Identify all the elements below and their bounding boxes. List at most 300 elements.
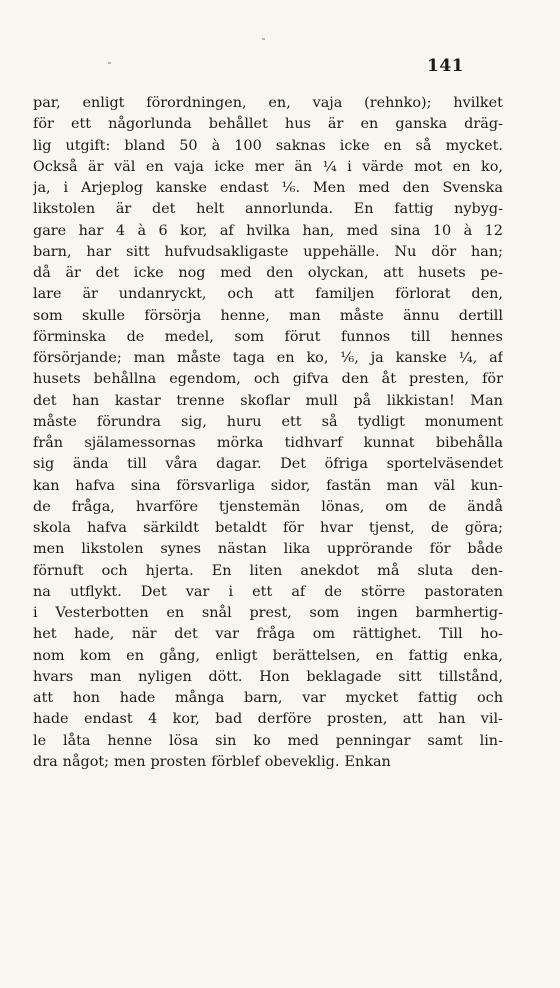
word: icke xyxy=(214,158,245,175)
word: utgift: xyxy=(65,137,111,154)
word: en xyxy=(145,158,164,175)
word: det xyxy=(151,201,176,218)
word: Men xyxy=(312,180,346,196)
word: ja xyxy=(370,350,384,366)
text-line xyxy=(33,539,503,560)
word: i xyxy=(33,605,38,621)
word: förundra xyxy=(96,413,161,430)
word: är xyxy=(88,158,104,175)
word: är xyxy=(115,201,132,218)
word: liten xyxy=(249,562,283,579)
word: skoflar xyxy=(240,392,291,409)
word: 12 xyxy=(484,222,503,239)
word: låta xyxy=(62,732,91,749)
text-line xyxy=(33,582,503,603)
word: är xyxy=(82,286,98,303)
word: behållet xyxy=(208,116,268,133)
word: förminska xyxy=(33,328,107,345)
word: ganska xyxy=(395,116,448,133)
word: 4 xyxy=(148,711,158,728)
word: hvilka xyxy=(246,222,291,239)
word: hade xyxy=(33,711,69,728)
word: något; xyxy=(62,753,110,770)
word: Arjeplog xyxy=(80,180,143,196)
word: Man xyxy=(470,392,503,409)
word: var xyxy=(302,690,326,706)
word: från xyxy=(33,435,64,451)
text-line xyxy=(33,433,503,454)
word: (rehnko); xyxy=(364,95,432,111)
word: för xyxy=(482,371,503,388)
word: han xyxy=(72,392,100,409)
word: sitt xyxy=(398,668,422,685)
word: af xyxy=(291,583,306,600)
word: en xyxy=(452,158,471,175)
word: 50 xyxy=(179,137,198,154)
text-line xyxy=(33,306,503,327)
word: en xyxy=(166,605,185,621)
text-line xyxy=(33,497,503,518)
word: Vesterbotten xyxy=(55,605,149,621)
word: både xyxy=(467,541,503,558)
word: dra xyxy=(33,753,58,770)
word: mull xyxy=(305,392,338,409)
word: af xyxy=(489,350,503,366)
body-text xyxy=(33,93,503,773)
word: nästan xyxy=(217,541,267,558)
word: hufvudsakligaste xyxy=(164,243,289,260)
word: kanske xyxy=(155,180,208,196)
word: särkildt xyxy=(143,520,199,536)
word: gång, xyxy=(159,647,201,664)
text-line xyxy=(33,454,503,475)
word: kan xyxy=(33,477,60,494)
word: tydligt xyxy=(357,413,405,430)
word: endast xyxy=(219,180,269,196)
word: uppehälle. xyxy=(303,243,380,260)
word: nyligen xyxy=(138,668,192,685)
word: än xyxy=(294,158,313,175)
word: ¼, xyxy=(458,350,478,366)
word: fattig xyxy=(408,647,448,664)
word: försvarliga xyxy=(176,477,256,494)
word: likkistan! xyxy=(386,392,455,409)
word: men xyxy=(33,541,65,558)
text-line xyxy=(33,242,503,263)
word: vaja xyxy=(312,95,343,111)
word: så xyxy=(415,137,432,154)
word: gifva xyxy=(292,371,329,388)
word: måste xyxy=(339,307,384,324)
word: har xyxy=(78,222,104,239)
word: lika xyxy=(283,541,311,558)
word: för xyxy=(282,520,304,536)
word: En xyxy=(211,562,232,579)
word: väl xyxy=(433,477,456,494)
word: ⅙, xyxy=(340,350,359,366)
text-line xyxy=(33,369,503,390)
word: det xyxy=(33,392,57,409)
word: hvilket xyxy=(453,95,503,111)
word: med xyxy=(346,222,379,239)
word: Hon xyxy=(259,668,290,685)
word: han xyxy=(438,711,466,728)
text-line xyxy=(33,731,503,752)
word: till xyxy=(410,328,431,345)
word: åt xyxy=(381,371,396,388)
text-line xyxy=(33,709,503,730)
word: beklagade xyxy=(306,668,382,685)
word: det xyxy=(95,265,120,281)
word: behållna xyxy=(93,371,157,388)
text-line xyxy=(33,624,503,645)
word: huru xyxy=(226,413,262,430)
word: förut xyxy=(284,328,321,345)
word: familjen xyxy=(315,286,375,303)
word: de xyxy=(324,583,343,600)
word: à xyxy=(137,222,147,239)
word: helt xyxy=(196,201,225,218)
word: kom xyxy=(79,647,111,664)
word: sina xyxy=(130,477,161,494)
word: prosten xyxy=(150,753,207,770)
word: nog xyxy=(178,265,206,281)
word: Till xyxy=(439,626,463,643)
word: bad xyxy=(215,711,243,728)
word: ko, xyxy=(306,350,329,366)
word: försörjande; xyxy=(33,350,122,366)
word: ända xyxy=(72,456,109,473)
text-line xyxy=(33,391,503,412)
word: betaldt xyxy=(215,520,267,536)
word: själamessornas xyxy=(84,435,196,451)
word: trenne xyxy=(176,392,225,409)
text-line xyxy=(33,518,503,539)
word: den xyxy=(341,371,369,388)
word: hus xyxy=(284,116,311,133)
word: den- xyxy=(471,562,503,579)
word: kor, xyxy=(172,711,200,728)
word: fråga, xyxy=(71,498,115,515)
word: en, xyxy=(268,95,291,111)
paper-speck xyxy=(108,62,111,64)
word: het xyxy=(33,626,57,643)
word: Det xyxy=(280,456,307,473)
word: likstolen xyxy=(33,201,96,218)
word: man xyxy=(289,307,321,324)
word: ko xyxy=(253,732,271,749)
word: anekdot xyxy=(300,562,360,579)
word: hade, xyxy=(74,626,115,643)
word: och xyxy=(101,562,128,579)
word: na xyxy=(33,583,51,600)
text-line xyxy=(33,561,503,582)
word: att xyxy=(402,711,423,728)
word: hennes xyxy=(450,328,503,345)
word: ko, xyxy=(480,158,503,175)
text-line xyxy=(33,93,503,114)
word: och xyxy=(477,690,503,706)
word: mycket. xyxy=(445,137,503,154)
word: lare xyxy=(33,286,62,303)
word: hvarföre xyxy=(135,498,199,515)
word: prosten, xyxy=(327,711,388,728)
word: lösa xyxy=(169,732,199,749)
word: Det xyxy=(140,583,167,600)
text-line xyxy=(33,646,503,667)
word: icke xyxy=(339,137,370,154)
word: att xyxy=(383,265,404,281)
word: måste xyxy=(33,413,77,430)
word: à xyxy=(211,137,221,154)
word: bibehålla xyxy=(435,435,503,451)
word: skulle xyxy=(81,307,126,324)
word: tidhvarf xyxy=(284,435,343,451)
word: henne xyxy=(107,732,153,749)
word: är xyxy=(65,265,81,281)
word: lin- xyxy=(479,732,503,749)
text-line xyxy=(33,221,503,242)
word: han, xyxy=(302,222,335,239)
word: enligt xyxy=(82,95,125,111)
word: när xyxy=(131,626,157,643)
word: många xyxy=(175,690,225,706)
word: ingen xyxy=(356,605,398,621)
word: taga xyxy=(232,350,265,366)
word: att xyxy=(33,690,54,706)
word: utflykt. xyxy=(69,583,122,600)
word: samt xyxy=(427,732,463,749)
word: hvar xyxy=(319,520,353,536)
word: dertill xyxy=(458,307,503,324)
word: fråga xyxy=(256,626,296,643)
word: upprörande xyxy=(327,541,413,558)
word: försörja xyxy=(144,307,202,324)
word: 10 xyxy=(432,222,452,239)
paper-speck xyxy=(262,38,265,40)
word: icke xyxy=(133,265,164,281)
word: fastän xyxy=(326,477,372,494)
text-line xyxy=(33,667,503,688)
word: Enkan xyxy=(344,753,391,770)
word: par, xyxy=(33,95,61,111)
text-line xyxy=(33,476,503,497)
word: enligt xyxy=(215,647,258,664)
word: om xyxy=(312,626,336,643)
word: som xyxy=(234,328,265,345)
word: kun- xyxy=(470,477,503,494)
word: kor, xyxy=(180,222,208,239)
word: snål xyxy=(201,605,232,621)
word: någorlunda xyxy=(108,116,192,133)
text-line xyxy=(33,157,503,178)
text-line xyxy=(33,688,503,709)
word: hade xyxy=(119,690,156,706)
word: skola xyxy=(33,520,71,536)
word: rättighet. xyxy=(352,626,422,643)
word: har xyxy=(86,243,112,260)
word: gare xyxy=(33,222,67,239)
text-line xyxy=(33,752,503,773)
word: tjenst, xyxy=(368,520,415,536)
word: men xyxy=(114,753,146,770)
word: henne, xyxy=(220,307,270,324)
word: 6 xyxy=(158,222,168,239)
word: medel, xyxy=(164,328,214,345)
word: bland xyxy=(124,137,166,154)
word: penningar xyxy=(335,732,411,749)
word: våra xyxy=(165,456,198,473)
word: hafva xyxy=(87,520,127,536)
word: hafva xyxy=(75,477,116,494)
word: berättelsen, xyxy=(272,647,361,664)
word: att xyxy=(274,286,295,303)
word: förordningen, xyxy=(146,95,247,111)
word: lig xyxy=(33,137,52,154)
word: ja, xyxy=(33,180,51,196)
word: som xyxy=(33,307,63,324)
word: derföre xyxy=(257,711,312,728)
word: till xyxy=(127,456,147,473)
word: då xyxy=(33,265,51,281)
word: funnos xyxy=(340,328,391,345)
word: kanske xyxy=(395,350,447,366)
text-line xyxy=(33,284,503,305)
word: och xyxy=(227,286,254,303)
word: hjerta. xyxy=(145,562,194,579)
word: barn, xyxy=(33,243,72,260)
word: ändå xyxy=(467,498,503,515)
word: ett xyxy=(252,583,273,600)
word: synes xyxy=(160,541,202,558)
word: hon xyxy=(72,690,101,706)
word: mer xyxy=(254,158,284,175)
word: dräg- xyxy=(464,116,503,133)
word: Svenska xyxy=(442,180,503,196)
word: väl xyxy=(114,158,136,175)
word: fattig xyxy=(394,201,434,218)
word: barn, xyxy=(243,690,283,706)
word: en xyxy=(360,116,379,133)
word: förlorat xyxy=(395,286,451,303)
word: han; xyxy=(471,243,503,260)
word: pe- xyxy=(480,265,503,281)
word: presten, xyxy=(408,371,470,388)
word: måste xyxy=(176,350,221,366)
word: som xyxy=(309,605,340,621)
word: à xyxy=(463,222,473,239)
word: dör xyxy=(431,243,457,260)
word: husets xyxy=(418,265,466,281)
word: i xyxy=(63,180,69,196)
word: en xyxy=(383,137,402,154)
word: barmhertig- xyxy=(415,605,503,621)
word: förnuft xyxy=(33,562,84,579)
word: på xyxy=(353,392,372,409)
page-number: 141 xyxy=(427,56,464,76)
word: mörka xyxy=(216,435,264,451)
word: dagar. xyxy=(216,456,262,473)
word: vil- xyxy=(480,711,503,728)
text-line xyxy=(33,114,503,135)
word: tillstånd, xyxy=(438,668,503,685)
word: 4 xyxy=(115,222,125,239)
word: Också xyxy=(33,158,78,175)
word: förblef xyxy=(211,753,260,770)
word: sportelväsendet xyxy=(386,456,503,473)
word: den xyxy=(266,265,294,281)
word: likstolen xyxy=(81,541,144,558)
word: man xyxy=(133,350,166,366)
word: sig, xyxy=(181,413,207,430)
word: endast xyxy=(83,711,133,728)
word: En xyxy=(353,201,374,218)
word: egendom, xyxy=(169,371,241,388)
word: ännu xyxy=(403,307,440,324)
word: är xyxy=(327,116,344,133)
word: så xyxy=(321,413,338,430)
word: mycket xyxy=(345,690,399,706)
word: den, xyxy=(471,286,503,303)
word: värde xyxy=(362,158,404,175)
word: pastoraten xyxy=(424,583,503,600)
word: nybyg- xyxy=(454,201,503,218)
word: öfriga xyxy=(324,456,368,473)
word: le xyxy=(33,732,47,749)
word: om xyxy=(385,498,408,515)
word: ho- xyxy=(480,626,503,643)
word: en xyxy=(126,647,144,664)
word: sin xyxy=(215,732,237,749)
word: ett xyxy=(281,413,302,430)
word: de xyxy=(33,498,51,515)
word: tjenstemän xyxy=(219,498,301,515)
word: i xyxy=(347,158,352,175)
word: ¼ xyxy=(322,158,337,175)
text-line xyxy=(33,412,503,433)
text-line xyxy=(33,199,503,220)
word: dött. xyxy=(208,668,243,685)
word: nom xyxy=(33,647,65,664)
word: må xyxy=(377,562,400,579)
word: af xyxy=(219,222,234,239)
word: saknas xyxy=(275,137,326,154)
word: mot xyxy=(414,158,443,175)
word: enka, xyxy=(463,647,503,664)
word: de xyxy=(428,498,447,515)
word: med xyxy=(220,265,252,281)
word: var xyxy=(215,626,239,643)
word: obeveklig. xyxy=(264,753,340,770)
word: de xyxy=(430,520,449,536)
word: sitt xyxy=(126,243,150,260)
text-line xyxy=(33,348,503,369)
word: sig xyxy=(33,456,55,473)
word: den xyxy=(402,180,430,196)
word: kastar xyxy=(114,392,161,409)
text-line xyxy=(33,136,503,157)
word: Nu xyxy=(394,243,417,260)
word: undanryckt, xyxy=(118,286,207,303)
word: och xyxy=(253,371,280,388)
word: för xyxy=(429,541,451,558)
word: husets xyxy=(33,371,81,388)
text-line xyxy=(33,603,503,624)
word: med xyxy=(358,180,390,196)
text-line xyxy=(33,178,503,199)
word: lönas, xyxy=(321,498,365,515)
word: göra; xyxy=(464,520,503,536)
